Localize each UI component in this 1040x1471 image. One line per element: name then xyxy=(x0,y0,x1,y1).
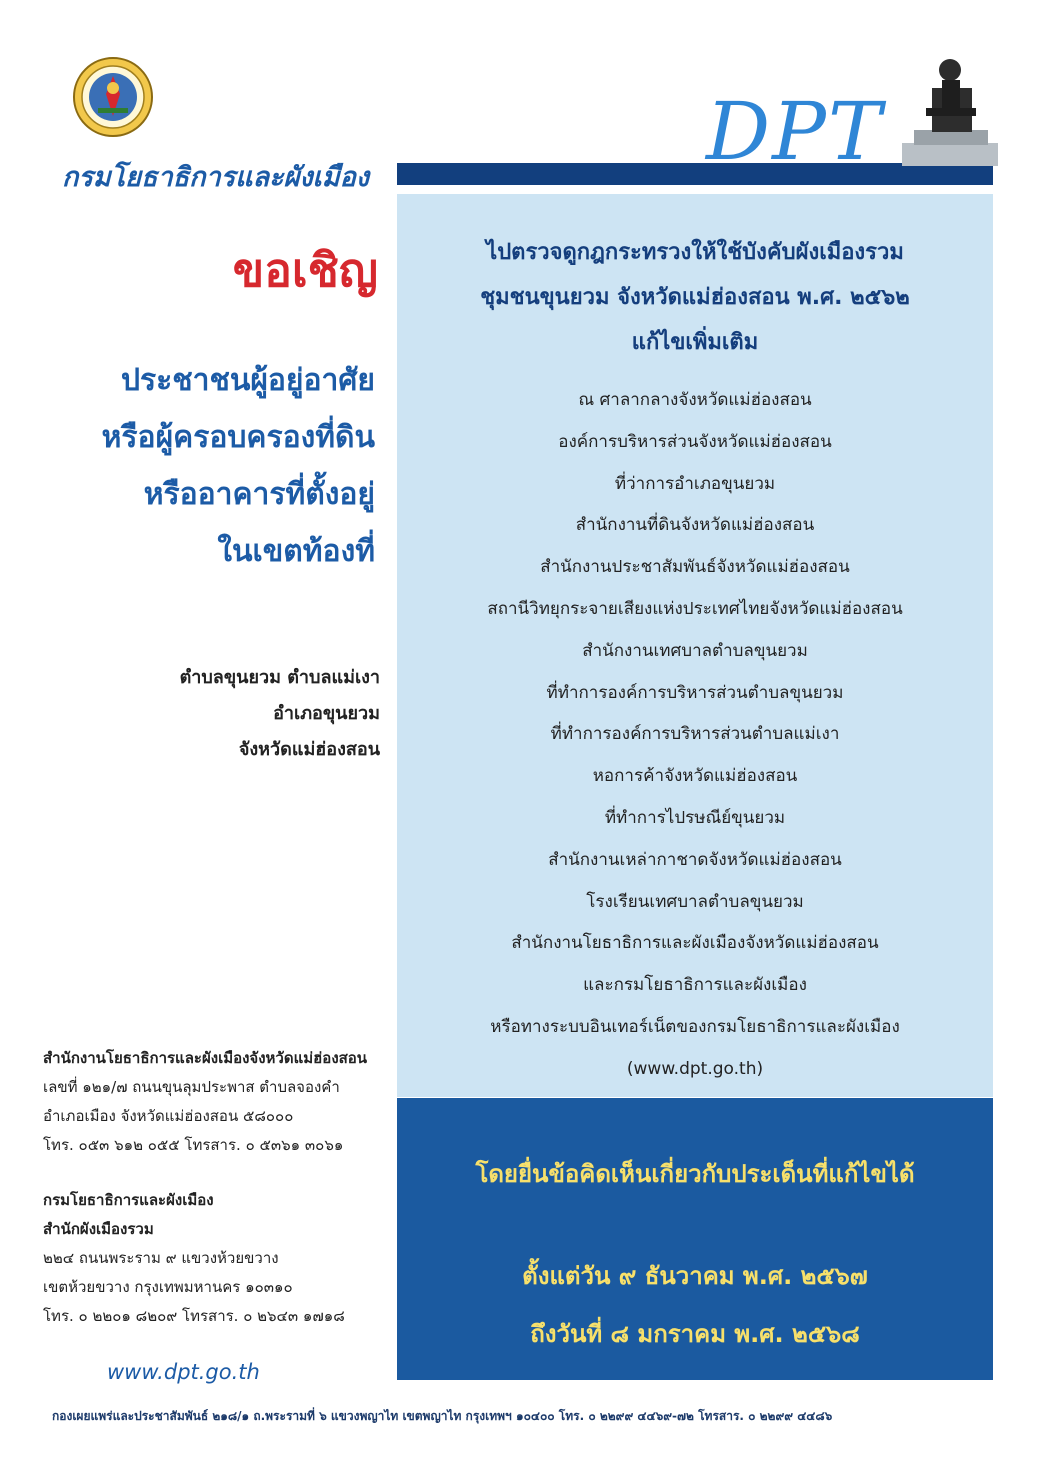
office-contact-provincial xyxy=(43,1044,403,1160)
dpt-logo: DPT xyxy=(706,85,884,178)
office-phone: โทร. ๐๕๓ ๖๑๒ ๐๕๕ โทรสาร. ๐ ๕๓๖๑ ๓๐๖๑ xyxy=(43,1136,344,1154)
deadline-from: ตั้งแต่วัน ๙ ธันวาคม พ.ศ. ๒๕๖๗ xyxy=(522,1262,868,1290)
office-phone: โทร. ๐ ๒๒๐๑ ๘๒๐๙ โทรสาร. ๐ ๒๖๔๓ ๑๗๑๘ xyxy=(43,1307,345,1325)
location-item: และกรมโยธาธิการและผังเมือง xyxy=(583,975,807,996)
location-item: สำนักงานโยธาธิการและผังเมืองจังหวัดแม่ฮ่องสอน xyxy=(511,933,879,954)
office-subname: สำนักผังเมืองรวม xyxy=(43,1220,154,1238)
heading-line: ชุมชนขุนยวม จังหวัดแม่ฮ่องสอน พ.ศ. ๒๕๖๒ xyxy=(480,285,910,310)
agency-name: กรมโยธาธิการและผังเมือง xyxy=(62,162,369,193)
invitee-block xyxy=(30,352,375,580)
location-item: โรงเรียนเทศบาลตำบลขุนยวม xyxy=(586,891,804,912)
location-item: ที่ทำการองค์การบริหารส่วนตำบลแม่เงา xyxy=(550,724,840,745)
location-item: หอการค้าจังหวัดแม่ฮ่องสอน xyxy=(592,766,798,787)
invitee-line: ในเขตท้องที่ xyxy=(217,534,375,569)
invite-title: ขอเชิญ xyxy=(232,243,378,297)
panel-heading xyxy=(397,230,993,365)
office-address: เลขที่ ๑๒๑/๗ ถนนขุนลุมประพาส ตำบลจองคำ xyxy=(43,1078,340,1096)
office-address: อำเภอเมือง จังหวัดแม่ฮ่องสอน ๕๘๐๐๐ xyxy=(43,1107,294,1125)
area-block xyxy=(30,660,380,768)
deadline-dates xyxy=(397,1247,993,1363)
invitee-line: หรืออาคารที่ตั้งอยู่ xyxy=(143,477,375,512)
office-name: กรมโยธาธิการและผังเมือง xyxy=(43,1191,214,1209)
invitee-line: หรือผู้ครอบครองที่ดิน xyxy=(101,420,375,455)
header-bar xyxy=(397,163,993,185)
location-item: องค์การบริหารส่วนจังหวัดแม่ฮ่องสอน xyxy=(558,431,832,452)
location-item: สถานีวิทยุกระจายเสียงแห่งประเทศไทยจังหวัดแม่ฮ่องสอน xyxy=(487,598,903,619)
office-contact-central xyxy=(43,1186,403,1331)
footer-text: กองเผยแพร่และประชาสัมพันธ์ ๒๑๘/๑ ถ.พระรามที่ ๖ แขวงพญาไท เขตพญาไท กรุงเทพฯ ๑๐๔๐๐ โทร. ๐ ๒๒๙๙ ๔๔๖๙-๗๒ โทรสาร. ๐ ๒๒๙๙ ๔๔๘๖ xyxy=(52,1409,833,1423)
location-item: หรือทางระบบอินเทอร์เน็ตของกรมโยธาธิการและผังเมือง xyxy=(490,1016,900,1037)
area-line: อำเภอขุนยวม xyxy=(273,703,380,724)
location-item: สำนักงานที่ดินจังหวัดแม่ฮ่องสอน xyxy=(575,515,815,536)
invitee-line: ประชาชนผู้อยู่อาศัย xyxy=(120,363,375,398)
office-address: ๒๒๔ ถนนพระราม ๙ แขวงห้วยขวาง xyxy=(43,1249,279,1267)
office-name: สำนักงานโยธาธิการและผังเมืองจังหวัดแม่ฮ่องสอน xyxy=(43,1049,368,1067)
heading-line: ไปตรวจดูกฎกระทรวงให้ใช้บังคับผังเมืองรวม xyxy=(486,240,904,265)
office-address: เขตห้วยขวาง กรุงเทพมหานคร ๑๐๓๑๐ xyxy=(43,1278,293,1296)
location-item: ณ ศาลากลางจังหวัดแม่ฮ่องสอน xyxy=(578,390,812,410)
location-item-url[interactable]: (www.dpt.go.th) xyxy=(626,1058,764,1079)
deadline-to: ถึงวันที่ ๘ มกราคม พ.ศ. ๒๕๖๘ xyxy=(530,1320,860,1348)
department-seal-icon xyxy=(72,56,154,138)
location-item: สำนักงานเทศบาลตำบลขุนยวม xyxy=(582,640,808,661)
deadline-title: โดยยื่นข้อคิดเห็นเกี่ยวกับประเด็นที่แก้ไขได้ xyxy=(475,1160,915,1188)
location-item: ที่ทำการไปรษณีย์ขุนยวม xyxy=(604,807,786,828)
king-statue-icon xyxy=(902,48,998,166)
area-line: ตำบลขุนยวม ตำบลแม่เงา xyxy=(179,667,380,688)
location-list xyxy=(397,380,993,1091)
location-item: สำนักงานประชาสัมพันธ์จังหวัดแม่ฮ่องสอน xyxy=(540,557,850,578)
location-item: ที่ทำการองค์การบริหารส่วนตำบลขุนยวม xyxy=(546,682,844,703)
location-item: ที่ว่าการอำเภอขุนยวม xyxy=(614,473,776,494)
location-item: สำนักงานเหล่ากาชาดจังหวัดแม่ฮ่องสอน xyxy=(548,849,842,870)
area-line: จังหวัดแม่ฮ่องสอน xyxy=(238,739,380,760)
heading-line: แก้ไขเพิ่มเติม xyxy=(631,330,759,355)
website-link[interactable]: www.dpt.go.th xyxy=(107,1360,260,1384)
